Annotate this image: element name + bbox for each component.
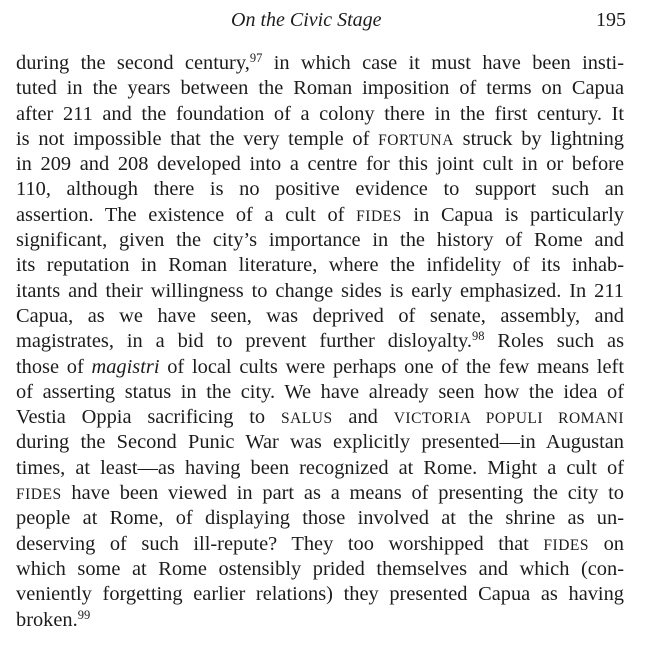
text-line: significant, given the city’s importance in the history of Rome and xyxy=(16,229,624,252)
text-line: people at Rome, of displaying those involved at the shrine as un- xyxy=(16,507,624,530)
text-line: Capua, as we have seen, was deprived of senate, assembly, and xyxy=(16,304,624,327)
text-line: of asserting status in the city. We have already seen how the idea of xyxy=(16,380,624,403)
text-line: magistrates, in a bid to prevent further disloyalty.$^{98}$ Roles such as xyxy=(16,329,624,353)
text-line: FIDES have been viewed in part as a means of presenting the city to xyxy=(16,482,624,505)
text-line: itants and their willingness to change sides is early emphasized. In 211 xyxy=(16,279,624,302)
text-line: times, at least—as having been recognized at Rome. Might a cult of xyxy=(16,456,624,479)
text-line: during the Second Punic War was explicitly presented—in Augustan xyxy=(16,431,624,454)
page-number: 195 xyxy=(596,9,626,31)
footnote-marker[interactable]: 98 xyxy=(471,329,485,344)
text-line: those of magistri of local cults were perhaps one of the few means left xyxy=(16,355,624,378)
text-line: veniently forgetting earlier relations) they presented Capua as having xyxy=(16,583,624,606)
deity-name: FIDES xyxy=(543,536,589,554)
text-line: deserving of such ill-repute? They too worshipped that FIDES on xyxy=(16,532,624,555)
deity-name: FIDES xyxy=(356,207,402,225)
text-line: after 211 and the foundation of a colony there in the first century. It xyxy=(16,102,624,125)
footnote-marker[interactable]: 97 xyxy=(249,51,263,65)
footnote-marker[interactable]: 99 xyxy=(77,607,91,622)
page-header xyxy=(0,5,656,35)
text-line: is not impossible that the very temple of FORTUNA struck by lightning xyxy=(16,127,625,150)
deity-name: SALUS xyxy=(280,410,333,428)
deity-name: FIDES xyxy=(16,486,62,504)
italic-term: magistri xyxy=(91,355,160,378)
body-paragraph xyxy=(16,51,624,633)
text-line: during the second century,$^{97}$ in which case it must have been insti- xyxy=(16,51,624,74)
text-line: in 209 and 208 developed into a centre for this joint cult in or before xyxy=(16,153,624,176)
text-line: 110, although there is no positive evidence to support such an xyxy=(16,178,624,201)
text-line: assertion. The existence of a cult of FIDES in Capua is particularly xyxy=(16,203,624,226)
deity-name: VICTORIA POPULI ROMANI xyxy=(393,410,624,428)
running-title: On the Civic Stage xyxy=(231,9,382,31)
text-line: broken.$^{99}$ xyxy=(16,607,91,631)
deity-name: FORTUNA xyxy=(378,131,454,149)
text-line: Vestia Oppia sacrificing to SALUS and VICTORIA POPULI ROMANI xyxy=(16,406,624,429)
text-line: which some at Rome ostensibly prided themselves and which (con- xyxy=(16,557,624,580)
text-line: its reputation in Roman literature, where the infidelity of its inhab- xyxy=(16,254,624,277)
text-line: tuted in the years between the Roman imposition of terms on Capua xyxy=(16,77,624,100)
